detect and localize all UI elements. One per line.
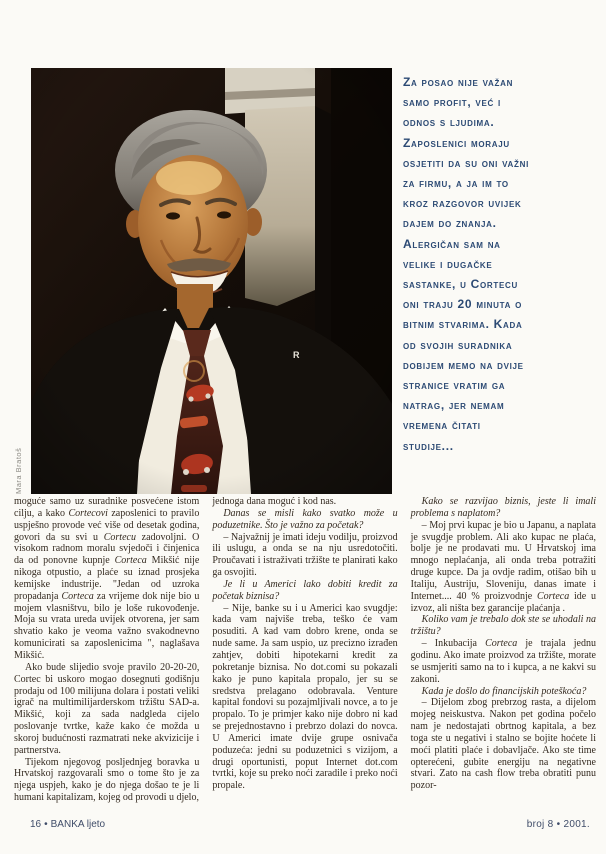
footer-page-info (30, 819, 105, 830)
interview-question: Kada je došlo do financijskih poteškoća? (421, 685, 587, 697)
portrait-illustration (31, 68, 392, 494)
pull-quote-line: Alergičan sam na (403, 236, 501, 251)
article-paragraph: Ako bude slijedio svoje pravilo 20-20-20, Cortec bi uskoro mogao dosegnuti godišnju prodaju od 100 milijuna dolara i postati veliki igrač na multimilijarderskom tržištu SAD-a. Mikšić, koji za sada nadgleda cijelo poslovanje tvrtke, kaže kako će možda u skoroj budućnosti razmatrati neke akvizicije i partnerstva. (14, 661, 200, 756)
pull-quote-line: oni traju 20 minuta o (403, 297, 523, 312)
article-column (411, 496, 596, 806)
photo-credit: Mara Bratoš (14, 447, 23, 494)
page-number: 16 (30, 819, 42, 830)
pull-quote-line: dobijem memo na dvije (403, 357, 524, 372)
footer-bullet: • (44, 819, 48, 830)
pull-quote-line: studije... (403, 438, 454, 453)
pull-quote-line: dajem do znanja. (403, 216, 497, 231)
article-paragraph: moguće samo uz suradnike posvećene istom cilju, a kako Cortecovi zaposlenici to pravilo uspješno provode već više od desetak godina, govori da su svi u Cortecu zadovoljni. O visokom radnom moralu svjedoči i činjenica da od ponovne kupnje Corteca Mikšić nije nikoga otpustio, a plaće su iznad prosjeka kemijske industrije. "Jedan od uzroka propadanja Corteca za vrijeme dok nije bio u mojem vlasništvu, bilo je loše rukovođenje. Moja su vrata ureda uvijek otvorena, jer sam shvatio kako je veoma važno svakodnevno komunicirati sa zaposlenicima ", naglašava Mikšić. (14, 496, 200, 661)
pull-quote-line: sastanke, u Cortecu (403, 277, 518, 292)
article-body (14, 496, 596, 806)
pull-quote-line: stranice vratim ga (403, 378, 506, 393)
pull-quote-line: za firmu, a ja im to (403, 176, 509, 191)
pull-quote (403, 72, 599, 456)
pull-quote-line: natrag, jer nemam (403, 398, 505, 413)
photo-vignette (31, 68, 392, 494)
article-column (14, 496, 199, 806)
article-column (212, 496, 397, 806)
article-paragraph: jednoga dana moguć i kod nas. (212, 496, 337, 507)
page-footer (30, 819, 590, 830)
pull-quote-line: osjetiti da su oni važni (403, 155, 529, 170)
pull-quote-line: kroz razgovor uvijek (403, 196, 522, 211)
portrait-photo (31, 68, 392, 494)
article-paragraph: – Dijelom zbog prebrzog rasta, a dijelom mojeg neiskustva. Nakon pet godina počelo nam je nedostajati obrtnog kapitala, a bez toga ste u negativi i stalno se bojite hoćete li moći platiti plaće i dobavljače. Ako ste time opterećeni, gubite energiju na negativne stvari. Zato na cash flow treba obratiti punu pozor- (410, 697, 596, 792)
pull-quote-line: Za posao nije važan (403, 75, 514, 89)
interview-question: Je li u Americi lako dobiti kredit za početak biznisa? (212, 578, 398, 602)
pull-quote-line: od svojih suradnika (403, 337, 513, 352)
article-paragraph: Tijekom njegovog posljednjeg boravka u Hrvatskoj razgovarali smo o tome što je za njega uspjeh, kako je do njega došao te je li humani kapitalizam, kojeg od provodi u djelo, (14, 756, 200, 804)
article-paragraph: – Moj prvi kupac je bio u Japanu, a naplata je svugdje problem. Ali ako kupac ne plaća, bolje je ne prodavati mu. U Hrvatskoj ima mnogo neplaćanja, ali onda treba potražiti druge kupce. Da ja ovdje radim, otišao bih u Italiju, Austriju, Sloveniju, danas imate i Internet.... 40 % proizvodnje Corteca ide u izvoz, ali ništa bez garancije plaćanja . (410, 519, 596, 614)
pull-quote-line: bitnim stvarima. Kada (403, 317, 523, 332)
pull-quote-line: velike i dugačke (403, 256, 493, 271)
interview-question: Kako se razvijao biznis, jeste li imali problema s naplatom? (410, 496, 596, 519)
magazine-name: BANKA ljeto (50, 819, 106, 830)
footer-issue-info: broj 8 • 2001. (526, 819, 590, 830)
interview-question: Danas se misli kako svatko može u poduzetnike. Što je važno za početak? (212, 507, 398, 531)
pull-quote-line: samo profit, već i (403, 95, 501, 110)
pull-quote-line: Zaposlenici moraju (403, 135, 510, 150)
pull-quote-line: odnos s ljudima. (403, 115, 495, 130)
interview-question: Koliko vam je trebalo dok ste se uhodali na tržištu? (410, 614, 596, 638)
article-paragraph: – Inkubacija Corteca je trajala jednu godinu. Ako imate proizvod za tržište, morate se usmjeriti samo na to i kupca, a ne kakvi su zakoni. (410, 638, 596, 685)
pull-quote-line: vremena čitati (403, 418, 481, 433)
article-paragraph: – Nije, banke su i u Americi kao svugdje: kada vam najviše treba, teško će vam posuditi. A kad vam dobro krene, onda se nude same. Ja sam uspio, uz precizno izrađen zahtjev, dobiti hipotekarni kredit za pokretanje biznisa. No dot.comi su pokazali kako je puno kapitala propalo, jer su se sredstva prelagano odobravala. Venture kapital fondovi su pozajmljivali novce, a to je propalo. To je primjer kako nije dobro ni kad se prejednostavno i prebrzo dolazi do novca. U Americi imate dvije grupe osnivača poduzeća: jedni su poduzetnici s vizijom, a drugi oportunisti, poput Internet dot.com tvrtki, koje su preko noći zaradile i preko noći propale. (212, 602, 398, 792)
article-paragraph: – Najvažnij je imati ideju vodilju, proizvod ili uslugu, a onda se na nju usredotočiti. Proučavati i istraživati tržište te planirati kako ga osvojiti. (212, 531, 398, 579)
